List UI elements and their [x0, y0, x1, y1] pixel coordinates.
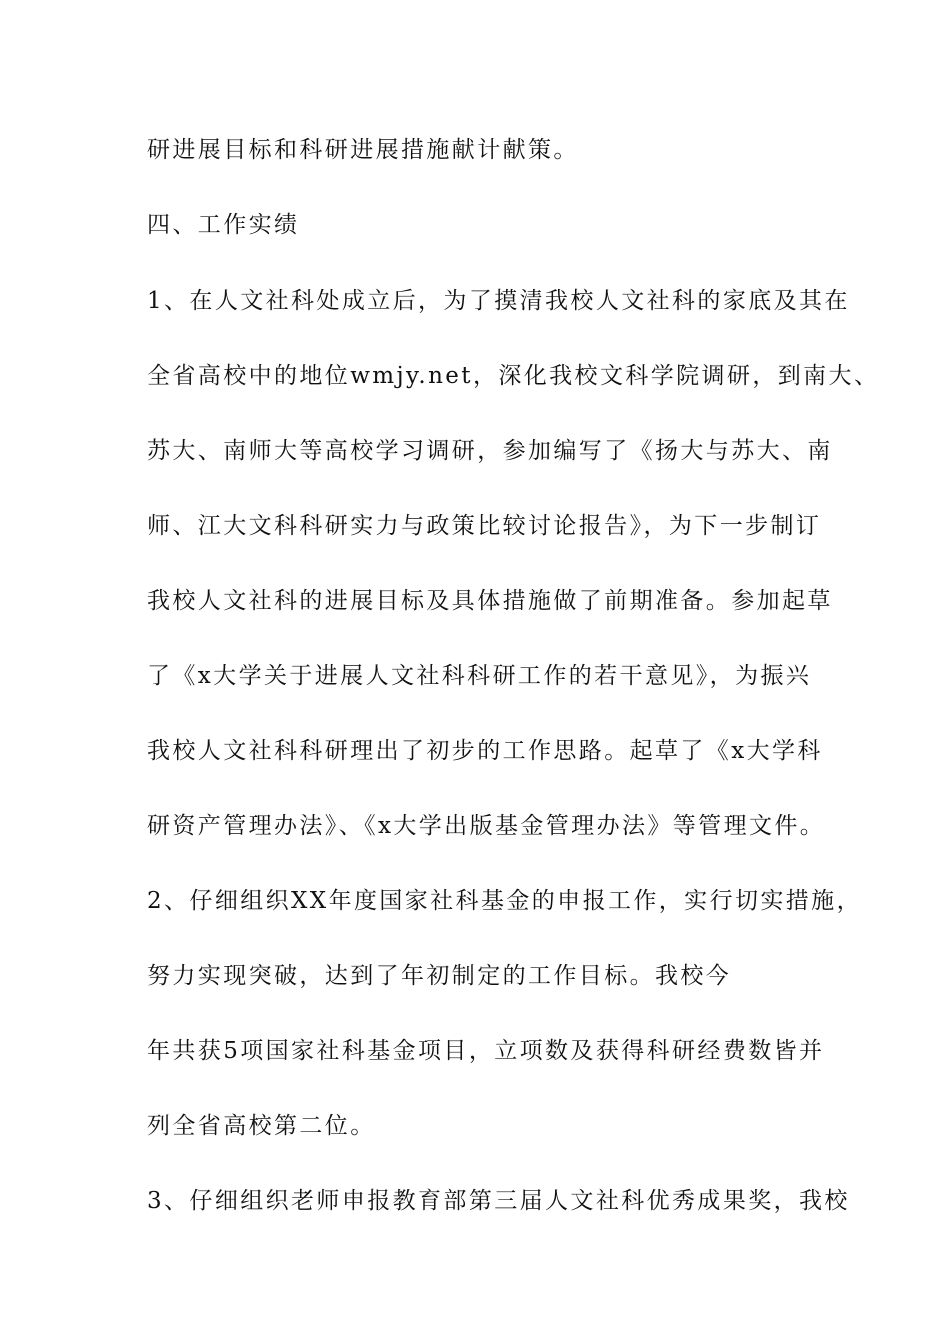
text-line: 3、仔细组织老师申报教育部第三届人文社科优秀成果奖，我校: [147, 1188, 850, 1214]
text-line: 了《x大学关于进展人文社科科研工作的若干意见》，为振兴: [147, 663, 812, 689]
text-line: 年共获5项国家社科基金项目，立项数及获得科研经费数皆并: [147, 1038, 825, 1064]
text-line: 列全省高校第二位。: [147, 1113, 376, 1139]
text-line: 全省高校中的地位wmjy.net，深化我校文科学院调研，到南大、: [147, 363, 880, 389]
text-line: 研资产管理办法》、《x大学出版基金管理办法》等管理文件。: [147, 813, 826, 839]
text-line: 2、仔细组织XX年度国家社科基金的申报工作，实行切实措施，: [147, 888, 862, 914]
text-line: 苏大、南师大等高校学习调研，参加编写了《扬大与苏大、南: [147, 438, 833, 464]
text-line: 师、江大文科科研实力与政策比较讨论报告》，为下一步制订: [147, 513, 822, 539]
text-line: 我校人文社科的进展目标及具体措施做了前期准备。参加起草: [147, 588, 833, 614]
text-line: 1、在人文社科处成立后，为了摸清我校人文社科的家底及其在: [147, 288, 850, 314]
text-line: 努力实现突破，达到了年初制定的工作目标。我校今: [147, 963, 732, 989]
text-line: 研进展目标和科研进展措施献计献策。: [147, 137, 579, 163]
section-heading: 四、工作实绩: [147, 212, 300, 238]
text-line: 我校人文社科科研理出了初步的工作思路。起草了《x大学科: [147, 738, 823, 764]
